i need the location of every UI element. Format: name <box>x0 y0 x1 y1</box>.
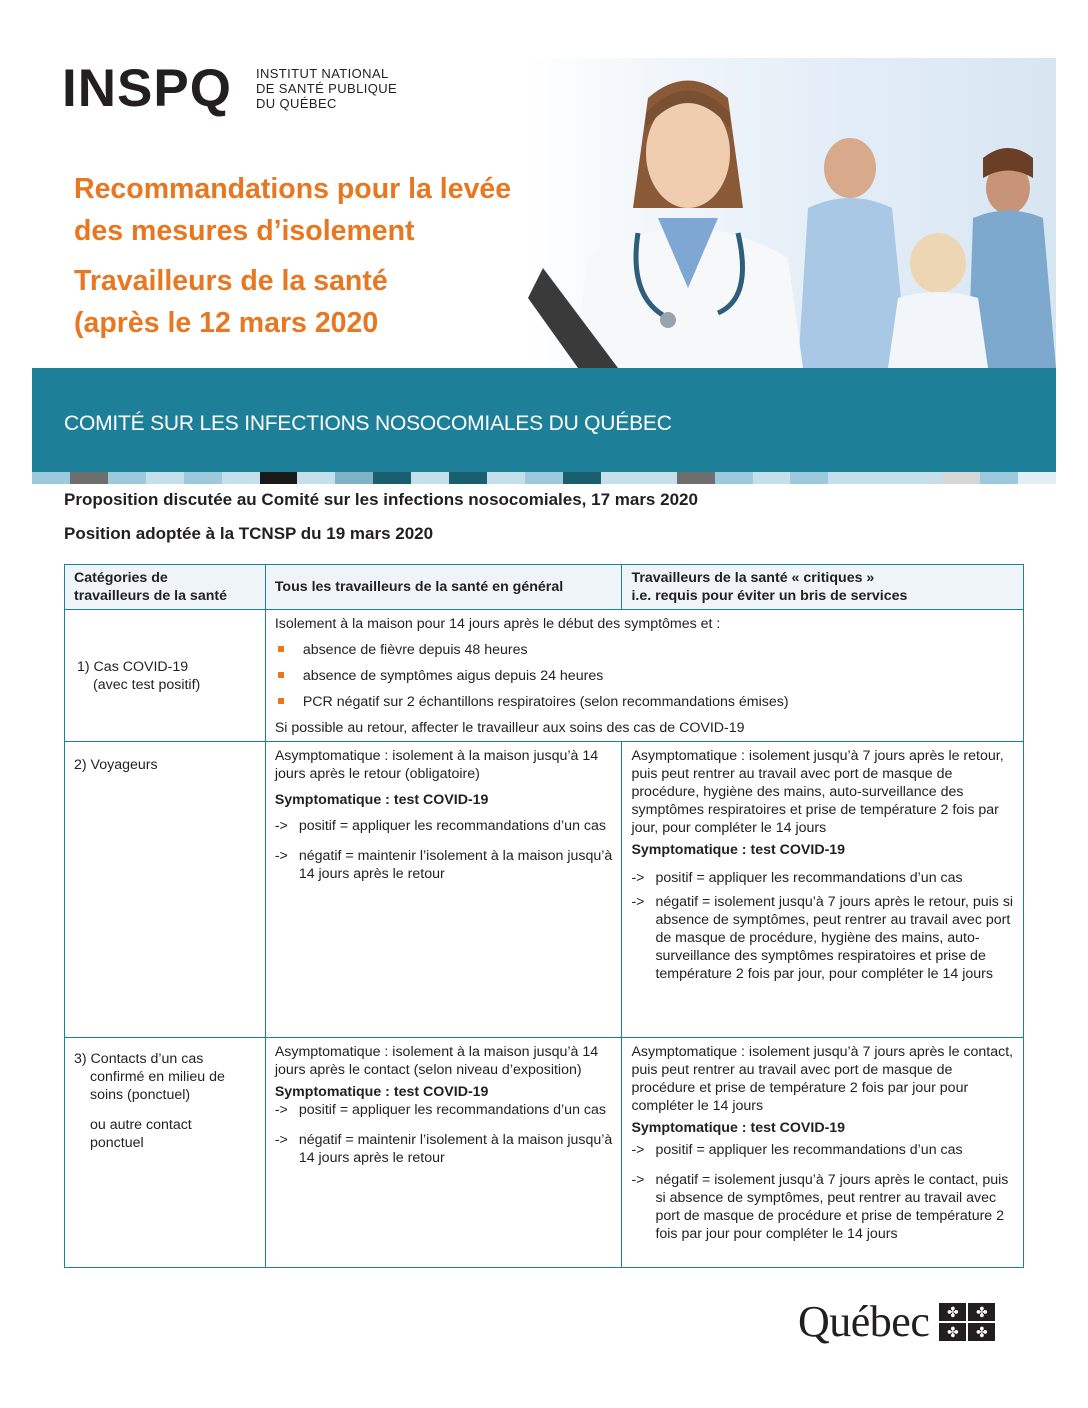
strip-segment <box>297 472 335 484</box>
strip-segment <box>942 472 980 484</box>
table-row <box>65 1038 1024 1268</box>
negative-text: négatif = maintenir l’isolement à la maison jusqu’à 14 jours après le retour <box>298 1132 613 1166</box>
list-item <box>275 667 1014 685</box>
strip-segment <box>335 472 373 484</box>
quebec-government-logo <box>798 1297 995 1346</box>
strip-segment <box>563 472 601 484</box>
general-cell <box>265 742 622 1038</box>
category-text: 1) Cas COVID-19 <box>77 659 189 675</box>
list-item <box>631 1141 1014 1159</box>
strip-segment <box>753 472 791 484</box>
strip-segment <box>601 472 639 484</box>
bullet-text: PCR négatif sur 2 échantillons respiratoires (selon recommandations émises) <box>302 694 789 710</box>
subtitle-line: (après le 12 mars 2020 <box>74 307 379 339</box>
proposition-line: Proposition discutée au Comité sur les infections nosocomiales, 17 mars 2020 <box>64 490 698 509</box>
asymptomatic-text: Asymptomatique : isolement à la maison jusqu’à 14 jours après le retour (obligatoire) <box>274 748 599 782</box>
category-text: 2) Voyageurs <box>74 757 158 773</box>
decorative-color-strip <box>32 472 1056 484</box>
logo-line: DE SANTÉ PUBLIQUE <box>255 81 398 96</box>
header-text: Tous les travailleurs de la santé en général <box>274 579 564 595</box>
strip-segment <box>715 472 753 484</box>
strip-segment <box>487 472 525 484</box>
title-line: Recommandations pour la levée <box>74 173 512 205</box>
positive-text: positif = appliquer les recommandations d’un cas <box>655 870 963 886</box>
flag-quadrant: ✤ <box>939 1323 966 1341</box>
positive-text: positif = appliquer les recommandations d’un cas <box>298 1102 606 1118</box>
quebec-wordmark: Québec <box>798 1297 930 1346</box>
healthcare-workers-illustration <box>528 58 1056 368</box>
strip-segment <box>525 472 563 484</box>
bullet-text: absence de symptômes aigus depuis 24 heures <box>302 668 604 684</box>
strip-segment <box>677 472 715 484</box>
category-text: soins (ponctuel) <box>90 1087 191 1103</box>
strip-segment <box>108 472 146 484</box>
list-item <box>275 641 1014 659</box>
header-general-workers <box>265 565 622 610</box>
category-text: ou autre contact <box>90 1117 192 1133</box>
header-text: Catégories de <box>74 570 168 586</box>
asymptomatic-text: Asymptomatique : isolement à la maison jusqu’à 14 jours après le contact (selon niveau d’exposition) <box>274 1044 599 1078</box>
header-text: travailleurs de la santé <box>74 588 227 604</box>
negative-text: négatif = isolement jusqu’à 7 jours après le contact, puis si absence de symptômes, peut rentrer au travail avec port de masque de procédure et prise de température 2 fois par jour pour compléter le 14 jours <box>655 1172 1009 1242</box>
merged-recommendation-cell <box>265 610 1023 742</box>
flag-quadrant: ✤ <box>968 1323 995 1341</box>
intro-text: Isolement à la maison pour 14 jours après le début des symptômes et : <box>274 616 721 632</box>
category-text: (avec test positif) <box>93 677 201 693</box>
strip-segment <box>184 472 222 484</box>
list-item <box>275 817 613 835</box>
strip-segment <box>373 472 411 484</box>
category-cell <box>65 742 266 1038</box>
title-line: des mesures d’isolement <box>74 215 415 247</box>
list-item <box>275 1101 613 1119</box>
category-cell <box>65 1038 266 1268</box>
header-critical-workers <box>622 565 1024 610</box>
arrow-icon: -> <box>631 1142 645 1158</box>
note-text: Si possible au retour, affecter le travailleur aux soins des cas de COVID-19 <box>274 720 745 736</box>
symptomatic-heading: Symptomatique : test COVID-19 <box>274 792 489 808</box>
arrow-icon: -> <box>631 1172 645 1188</box>
list-item <box>631 869 1014 887</box>
category-cell <box>65 610 266 742</box>
bullet-icon <box>278 646 284 652</box>
list-item <box>631 893 1014 983</box>
recommendations-table <box>64 564 1024 1268</box>
strip-segment <box>32 472 70 484</box>
position-line: Position adoptée à la TCNSP du 19 mars 2020 <box>64 524 434 543</box>
symptomatic-heading: Symptomatique : test COVID-19 <box>631 842 846 858</box>
strip-segment <box>146 472 184 484</box>
fleur-de-lis-icon <box>939 1303 995 1341</box>
strip-segment <box>790 472 828 484</box>
subtitle-line: Travailleurs de la santé <box>74 265 388 297</box>
logo-text <box>256 66 397 111</box>
strip-segment <box>70 472 108 484</box>
logo-line: DU QUÉBEC <box>255 96 337 111</box>
symptomatic-heading: Symptomatique : test COVID-19 <box>274 1084 489 1100</box>
flag-quadrant: ✤ <box>939 1303 966 1321</box>
strip-segment <box>980 472 1018 484</box>
strip-segment <box>904 472 942 484</box>
arrow-icon: -> <box>274 848 288 864</box>
strip-segment <box>411 472 449 484</box>
strip-segment <box>828 472 866 484</box>
arrow-icon: -> <box>274 1102 288 1118</box>
logo-mark: INSPQ <box>62 59 232 118</box>
committee-banner <box>32 368 1056 472</box>
asymptomatic-text: Asymptomatique : isolement jusqu’à 7 jours après le contact, puis peut rentrer au travail avec port de masque de procédure et prise de température 2 fois par jour pour compléter le 14 jours <box>631 1044 1014 1114</box>
banner-title: COMITÉ SUR LES INFECTIONS NOSOCOMIALES DU QUÉBEC <box>64 412 672 435</box>
strip-segment <box>639 472 677 484</box>
table-header-row <box>65 565 1024 610</box>
negative-text: négatif = maintenir l’isolement à la maison jusqu’à 14 jours après le retour <box>298 848 613 882</box>
bullet-icon <box>278 672 284 678</box>
bullet-icon <box>278 698 284 704</box>
list-item <box>275 847 613 883</box>
logo-line: INSTITUT NATIONAL <box>255 66 389 81</box>
asymptomatic-text: Asymptomatique : isolement jusqu’à 7 jours après le retour, puis peut rentrer au travail avec port de masque de procédure, hygiène des mains, auto-surveillance des symptômes respiratoires et prise de température 2 fois par jour, pour compléter le 14 jours <box>631 748 1004 836</box>
positive-text: positif = appliquer les recommandations d’un cas <box>298 818 606 834</box>
strip-segment <box>1018 472 1056 484</box>
list-item <box>275 1131 613 1167</box>
header-text: Travailleurs de la santé « critiques » <box>631 570 875 586</box>
critical-cell <box>622 1038 1024 1268</box>
flag-quadrant: ✤ <box>968 1303 995 1321</box>
list-item <box>631 1171 1014 1243</box>
category-text: ponctuel <box>90 1135 144 1151</box>
bullet-text: absence de fièvre depuis 48 heures <box>302 642 528 658</box>
critical-cell <box>622 742 1024 1038</box>
category-text: confirmé en milieu de <box>90 1069 225 1085</box>
category-text: 3) Contacts d’un cas <box>74 1051 204 1067</box>
table-row <box>65 610 1024 742</box>
table-row <box>65 742 1024 1038</box>
negative-text: négatif = isolement jusqu’à 7 jours après le retour, puis si absence de symptômes, peut rentrer au travail avec port de masque de procédure, hygiène des mains, auto-surveillance des symptômes respiratoires et prise de température 2 fois par jour, pour compléter le 14 jours <box>655 894 1014 982</box>
arrow-icon: -> <box>631 870 645 886</box>
list-item <box>275 693 1014 711</box>
strip-segment <box>449 472 487 484</box>
strip-segment <box>260 472 298 484</box>
arrow-icon: -> <box>274 818 288 834</box>
inspq-logo <box>62 59 398 118</box>
symptomatic-heading: Symptomatique : test COVID-19 <box>631 1120 846 1136</box>
positive-text: positif = appliquer les recommandations d’un cas <box>655 1142 963 1158</box>
header-photo <box>528 58 1056 368</box>
arrow-icon: -> <box>274 1132 288 1148</box>
header-categories <box>65 565 266 610</box>
strip-segment <box>222 472 260 484</box>
general-cell <box>265 1038 622 1268</box>
header-text: i.e. requis pour éviter un bris de services <box>631 588 908 604</box>
strip-segment <box>866 472 904 484</box>
arrow-icon: -> <box>631 894 645 910</box>
